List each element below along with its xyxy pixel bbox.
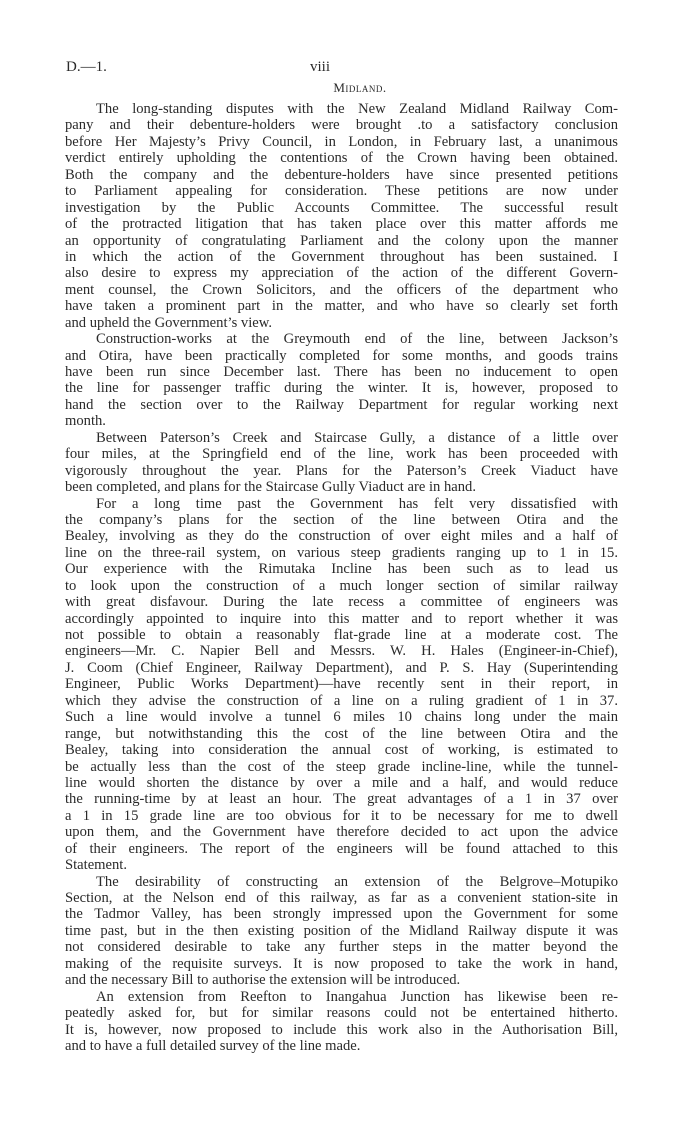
text-line: an opportunity of congratulating Parliament and the colony upon the manner [65, 232, 618, 249]
text-line: It is, however, now proposed to include this work also in the Authorisation Bill, [65, 1021, 618, 1038]
text-line: also desire to express my appreciation of the action of the different Govern- [65, 265, 618, 282]
text-line: Construction-works at the Greymouth end of the line, between Jackson’s [96, 331, 618, 348]
text-line: hand the section over to the Railway Department for regular working next [65, 396, 618, 413]
text-line: and upheld the Government’s view. [65, 314, 272, 331]
text-line: investigation by the Public Accounts Committee. The successful result [65, 199, 618, 216]
text-line: engineers—Mr. C. Napier Bell and Messrs. W. H. Hales (Engineer-in-Chief), [65, 643, 618, 660]
text-line: month. [65, 413, 106, 430]
text-line: time past, but in the then existing position of the Midland Railway dispute it was [65, 922, 618, 939]
text-line: upon them, and the Government have therefore decided to act upon the advice [65, 824, 618, 841]
page-number: viii [309, 59, 330, 75]
text-line: with great disfavour. During the late recess a committee of engineers was [65, 594, 618, 611]
text-line: of the protracted litigation that has taken place over this matter affords me [65, 216, 618, 233]
text-line: not possible to obtain a reasonably flat-grade line at a moderate cost. The [65, 627, 618, 643]
text-line: the Tadmor Valley, has been strongly impressed upon the Government for some [65, 906, 618, 923]
text-line: pany and their debenture-holders were brought .to a satisfactory conclusion [65, 117, 618, 134]
text-line: Statement. [65, 857, 128, 874]
text-line: Such a line would involve a tunnel 6 miles 10 chains long under the main [65, 709, 618, 726]
text-line: The long-standing disputes with the New Zealand Midland Railway Com- [96, 101, 618, 117]
text-line: J. Coom (Chief Engineer, Railway Department), and P. S. Hay (Superintending [65, 659, 618, 676]
text-line: Bealey, taking into consideration the annual cost of working, is estimated to [65, 742, 618, 759]
document-reference: D.—1. [66, 59, 107, 75]
text-line: An extension from Reefton to Inangahua Junction has likewise been re- [96, 988, 618, 1005]
text-line: peatedly asked for, but for similar reasons could not be entertained hitherto. [65, 1005, 618, 1022]
text-line: The desirability of constructing an extension of the Belgrove–Motupiko [96, 873, 618, 890]
text-line: and Otira, have been practically completed for some months, and goods trains [65, 347, 618, 364]
text-line: verdict entirely upholding the contentions of the Crown having been obtained. [65, 150, 618, 167]
text-line: in which the action of the Government throughout has been sustained. I [65, 248, 618, 265]
text-line: before Her Majesty’s Privy Council, in London, in February last, a unanimous [65, 133, 618, 150]
text-line: vigorously throughout the year. Plans for the Paterson’s Creek Viaduct have [65, 462, 618, 479]
text-line: Engineer, Public Works Department)—have recently sent in their report, in [65, 676, 618, 693]
text-line: ment counsel, the Crown Solicitors, and the officers of the department who [65, 281, 618, 298]
text-line: Both the company and the debenture-holders have since presented petitions [65, 166, 618, 183]
text-line: be actually less than the cost of the steep grade incline-line, while the tunnel- [65, 758, 618, 775]
text-line: to look upon the construction of a much longer section of similar railway [65, 577, 618, 594]
text-line: have been run since December last. There has been no inducement to open [65, 364, 618, 380]
text-line: the company’s plans for the section of the line between Otira and the [65, 511, 618, 528]
text-line: which they advise the construction of a line on a ruling gradient of 1 in 37. [65, 692, 618, 709]
paragraph [65, 874, 618, 989]
text-line: not considered desirable to take any further steps in the matter beyond the [65, 939, 618, 956]
text-line: to Parliament appealing for consideration. These petitions are now under [65, 183, 618, 200]
text-line: a 1 in 15 grade line are too obvious for it to be necessary for me to dwell [65, 807, 618, 824]
section-title: Midland. [333, 80, 387, 95]
text-line: Our experience with the Rimutaka Incline has been such as to lead us [65, 561, 618, 578]
paragraph [65, 101, 618, 331]
text-line: the line for passenger traffic during the winter. It is, however, proposed to [65, 380, 618, 397]
paragraph [65, 496, 618, 874]
text-line: Bealey, involving as they do the construction of over eight miles and a half of [65, 528, 618, 545]
text-line: Between Paterson’s Creek and Staircase Gully, a distance of a little over [96, 429, 618, 446]
text-line: For a long time past the Government has felt very dissatisfied with [96, 495, 618, 512]
body-text [65, 101, 618, 1054]
text-line: of their engineers. The report of the engineers will be found attached to this [65, 840, 618, 857]
text-line: making of the requisite surveys. It is now proposed to take the work in hand, [65, 955, 618, 972]
text-line: and the necessary Bill to authorise the extension will be introduced. [65, 972, 461, 989]
text-line: four miles, at the Springfield end of the line, work has been proceeded with [65, 446, 618, 463]
text-line: range, but notwithstanding this the cost of the line between Otira and the [65, 725, 618, 742]
paragraph [65, 989, 618, 1055]
text-line: accordingly appointed to inquire into this matter and to report whether it was [65, 610, 618, 627]
text-line: Section, at the Nelson end of this railway, as far as a convenient station-site in [65, 890, 618, 906]
text-line: the running-time by at least an hour. The great advantages of a 1 in 37 over [65, 791, 618, 808]
text-line: and to have a full detailed survey of the line made. [65, 1037, 361, 1054]
paragraph [65, 331, 618, 430]
text-line: line would shorten the distance by over a mile and a half, and would reduce [65, 774, 618, 791]
text-line: have taken a prominent part in the matter, and who have so clearly set forth [65, 298, 618, 315]
text-line: been completed, and plans for the Staircase Gully Viaduct are in hand. [65, 479, 476, 496]
text-line: line on the three-rail system, on various steep gradients ranging up to 1 in 15. [65, 544, 618, 561]
paragraph [65, 430, 618, 496]
